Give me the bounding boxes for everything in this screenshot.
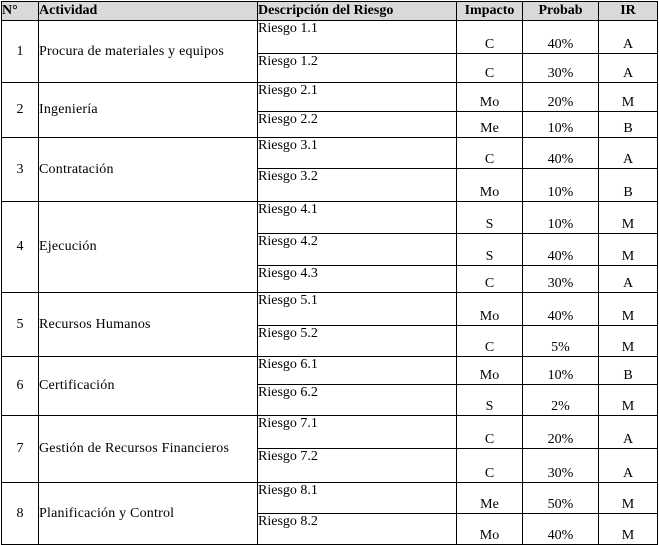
activity-name: Ingeniería [39,83,258,138]
activity-name: Contratación [39,138,258,202]
risk-impact: Mo [457,514,523,545]
activity-name: Certificación [39,357,258,416]
risk-probability: 30% [523,54,599,83]
risk-impact: C [457,326,523,357]
risk-description: Riesgo 4.2 [258,234,457,266]
risk-description: Riesgo 3.2 [258,169,457,202]
risk-probability: 40% [523,234,599,266]
table-row [2,83,658,112]
risk-ir: A [599,21,658,54]
risk-probability: 40% [523,514,599,545]
risk-probability: 10% [523,202,599,234]
risk-description: Riesgo 4.3 [258,266,457,293]
risk-ir: A [599,54,658,83]
risk-ir: M [599,385,658,416]
risk-ir: A [599,138,658,169]
table-body [2,21,658,545]
activity-name: Procura de materiales y equipos [39,21,258,83]
risk-probability: 30% [523,266,599,293]
table-row [2,357,658,385]
table-row [2,293,658,326]
risk-description: Riesgo 5.1 [258,293,457,326]
risk-probability: 50% [523,483,599,514]
risk-description: Riesgo 2.2 [258,112,457,138]
risk-ir: A [599,266,658,293]
risk-ir: M [599,234,658,266]
activity-name: Ejecución [39,202,258,293]
header-probability: Probab [523,2,599,21]
table-row [2,483,658,514]
risk-ir: M [599,202,658,234]
activity-name: Gestión de Recursos Financieros [39,416,258,483]
risk-impact: Mo [457,83,523,112]
risk-ir: M [599,514,658,545]
header-impact: Impacto [457,2,523,21]
activity-number: 5 [2,293,39,357]
risk-impact: Mo [457,169,523,202]
risk-impact: C [457,266,523,293]
header-ir: IR [599,2,658,21]
activity-number: 7 [2,416,39,483]
activity-number: 2 [2,83,39,138]
risk-impact: S [457,385,523,416]
risk-ir: M [599,83,658,112]
risk-description: Riesgo 5.2 [258,326,457,357]
risk-probability: 20% [523,416,599,449]
header-description: Descripción del Riesgo [258,2,457,21]
risk-probability: 10% [523,357,599,385]
risk-probability: 40% [523,21,599,54]
risk-probability: 20% [523,83,599,112]
risk-impact: Me [457,483,523,514]
risk-impact: S [457,202,523,234]
risk-description: Riesgo 6.1 [258,357,457,385]
activity-name: Planificación y Control [39,483,258,545]
header-activity: Actividad [39,2,258,21]
risk-ir: B [599,169,658,202]
risk-impact: C [457,54,523,83]
risk-impact: Me [457,112,523,138]
header-num: N° [2,2,39,21]
activity-number: 1 [2,21,39,83]
risk-impact: S [457,234,523,266]
risk-ir: A [599,416,658,449]
activity-name: Recursos Humanos [39,293,258,357]
risk-description: Riesgo 1.1 [258,21,457,54]
table-row [2,21,658,54]
risk-description: Riesgo 4.1 [258,202,457,234]
risk-description: Riesgo 7.1 [258,416,457,449]
activity-number: 8 [2,483,39,545]
risk-description: Riesgo 8.2 [258,514,457,545]
risk-probability: 2% [523,385,599,416]
risk-description: Riesgo 2.1 [258,83,457,112]
risk-impact: Mo [457,357,523,385]
table-row [2,416,658,449]
risk-impact: Mo [457,293,523,326]
risk-ir: B [599,357,658,385]
risk-impact: C [457,21,523,54]
table-row [2,138,658,169]
risk-description: Riesgo 1.2 [258,54,457,83]
risk-ir: M [599,483,658,514]
risk-impact: C [457,138,523,169]
risk-ir: B [599,112,658,138]
activity-number: 4 [2,202,39,293]
risk-impact: C [457,449,523,483]
table-row [2,202,658,234]
activity-number: 6 [2,357,39,416]
risk-ir: M [599,326,658,357]
risk-ir: M [599,293,658,326]
risk-probability: 10% [523,169,599,202]
risk-probability: 10% [523,112,599,138]
risk-description: Riesgo 8.1 [258,483,457,514]
risk-description: Riesgo 6.2 [258,385,457,416]
risk-probability: 30% [523,449,599,483]
risk-description: Riesgo 3.1 [258,138,457,169]
activity-number: 3 [2,138,39,202]
risk-impact: C [457,416,523,449]
risk-probability: 5% [523,326,599,357]
header-row [2,2,658,21]
risk-ir: A [599,449,658,483]
risk-description: Riesgo 7.2 [258,449,457,483]
risk-probability: 40% [523,293,599,326]
risk-probability: 40% [523,138,599,169]
risk-table [1,1,658,545]
